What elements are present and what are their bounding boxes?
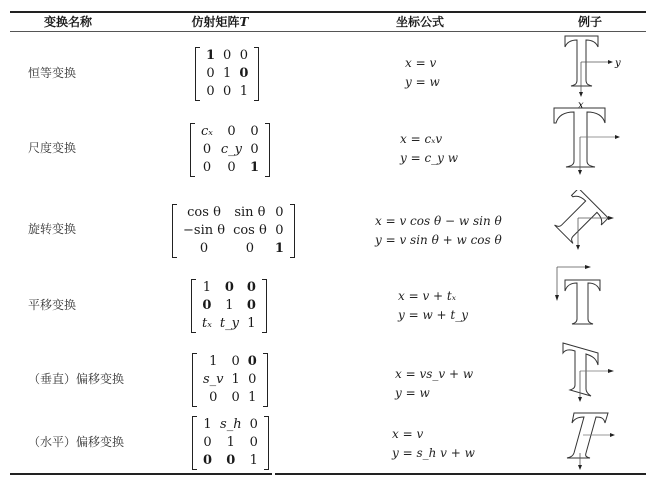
affine-matrix: 1 0 0 0 1 0 0 0 1: [195, 47, 259, 101]
header-rule: [10, 31, 646, 32]
top-rule: [10, 11, 646, 13]
header-example: 例子: [577, 15, 602, 29]
vertical-shear-T-example-icon: [560, 341, 640, 407]
coordinate-formula: x = v y = s_h v + w: [392, 427, 475, 460]
affine-matrix: 1 s_h 0 0 1 0 0 0 1: [192, 416, 269, 470]
svg-text:x: x: [578, 100, 584, 111]
table-row-vertical-shear: [0, 337, 652, 407]
identity-T-example-icon: [560, 32, 640, 112]
table-row-identity: [0, 40, 652, 110]
affine-matrix: 1 0 0 s_v 1 0 0 0 1: [192, 353, 268, 407]
transform-name: 平移变换: [28, 298, 77, 312]
rotated-T-example-icon: [550, 190, 640, 265]
transform-name: 恒等变换: [28, 66, 77, 80]
translated-T-example-icon: [555, 265, 635, 337]
transform-name: 旋转变换: [28, 222, 77, 236]
header-affine-matrix: 仿射矩阵T: [191, 15, 249, 29]
transform-name: 尺度变换: [28, 141, 77, 155]
affine-matrix: cₓ 0 0 0 c_y 0 0 0 1: [190, 123, 270, 177]
table-row-scale: [0, 110, 652, 190]
coordinate-formula: x = v y = w: [405, 56, 440, 89]
header-transform-name: 变换名称: [43, 15, 92, 29]
coordinate-formula: x = v cos θ − w sin θ y = v sin θ + w cos θ: [375, 214, 502, 247]
bottom-rule: [10, 473, 646, 475]
table-row-horizontal-shear: [0, 407, 652, 473]
transform-name: （垂直）偏移变换: [28, 372, 125, 386]
svg-text:y: y: [615, 58, 621, 69]
coordinate-formula: x = cₓv y = c_y w: [400, 132, 459, 165]
coordinate-formula: x = vs_v + w y = w: [395, 367, 474, 400]
affine-matrix: 1 0 0 0 1 0 tₓ t_y 1: [191, 279, 267, 333]
table-row-translation: [0, 265, 652, 337]
header-coordinate-formula: 坐标公式: [395, 15, 444, 29]
coordinate-formula: x = v + tₓ y = w + t_y: [398, 289, 469, 322]
table-caption: [0, 0, 652, 10]
transform-name: （水平）偏移变换: [28, 435, 125, 449]
table-row-rotation: [0, 190, 652, 265]
horizontal-shear-T-example-icon: [560, 409, 640, 473]
scaled-T-example-icon: [550, 104, 630, 184]
affine-matrix: cos θ sin θ 0 −sin θ cos θ 0 0 0 1: [172, 204, 295, 258]
